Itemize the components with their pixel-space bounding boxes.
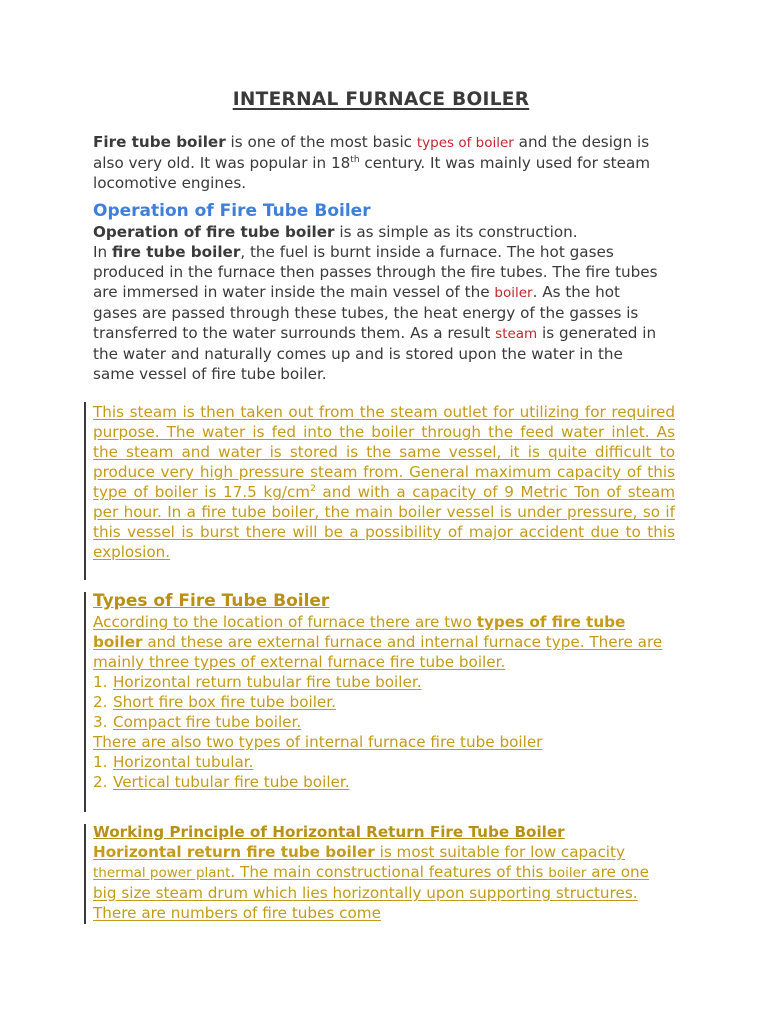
internal-types-list xyxy=(93,752,668,792)
boiler-link[interactable]: boiler xyxy=(494,285,533,301)
external-types-list xyxy=(93,672,668,732)
internal-types-intro: There are also two types of internal furnace fire tube boiler xyxy=(93,733,543,751)
thermal-power-plant-link[interactable]: thermal power plant xyxy=(93,865,231,881)
steam-outlet-paragraph: This steam is then taken out from the steam outlet for utilizing for required purpose. The water is fed into the boiler through the feed water inlet. As the steam and water is stored is the same vessel, it is quite difficult to produce very high pressure steam from. General maximum capacity of this type of boiler is 17.5 $kg/cm^2$ and with a capacity of 9 Metric Ton of steam per hour. In a fire tube boiler, the main boiler vessel is under pressure, so if this vessel is burst there will be a possibility of major accident due to this explosion. xyxy=(93,403,676,561)
left-margin-bar xyxy=(84,592,86,812)
types-heading: Types of Fire Tube Boiler xyxy=(93,591,330,611)
intro-paragraph: Fire tube boiler is one of the most basic types of boiler and the design is also very old. It was popular in 18th century. It was mainly used for steam locomotive engines. xyxy=(93,133,651,192)
boiler-link[interactable]: boiler xyxy=(548,865,587,881)
list-item: 2. Vertical tubular fire tube boiler. xyxy=(93,773,350,791)
left-margin-bar xyxy=(84,402,86,580)
operation-text: Operation of fire tube boiler is as simple as its construction. In fire tube boiler, the fuel is burnt inside a furnace. The hot gases produced in the furnace then passes through the fire tubes. The fire tubes are immersed in water inside the main vessel of the boiler. As the hot gases are passed through these tubes, the heat energy of the gasses is transferred to the water surrounds them. As a result steam is generated in the water and naturally comes up and is stored upon the water in the same vessel of fire tube boiler. xyxy=(93,223,658,383)
operation-heading: Operation of Fire Tube Boiler xyxy=(93,201,371,221)
types-intro: According to the location of furnace there are two types of fire tube boiler and these are external furnace and internal furnace type. There are mainly three types of external furnace fire tube boiler. xyxy=(93,613,663,671)
working-principle-section xyxy=(93,822,675,923)
list-item: 3. Compact fire tube boiler. xyxy=(93,713,302,731)
working-text: Horizontal return fire tube boiler is most suitable for low capacity thermal power plant. The main constructional features of this boiler are one big size steam drum which lies horizontally upon supporting structures. There are numbers of fire tubes come xyxy=(93,843,649,922)
operation-section xyxy=(93,200,658,384)
list-item: 2. Short fire box fire tube boiler. xyxy=(93,693,336,711)
left-margin-bar xyxy=(84,824,86,924)
working-heading: Working Principle of Horizontal Return Fire Tube Boiler xyxy=(93,823,565,841)
list-item: 1. Horizontal tubular. xyxy=(93,753,254,771)
types-section xyxy=(93,590,668,792)
steam-link[interactable]: steam xyxy=(495,326,538,342)
types-of-boiler-link[interactable]: types of boiler xyxy=(416,135,514,151)
page-title: INTERNAL FURNACE BOILER xyxy=(232,89,530,110)
list-item: 1. Horizontal return tubular fire tube boiler. xyxy=(93,673,422,691)
